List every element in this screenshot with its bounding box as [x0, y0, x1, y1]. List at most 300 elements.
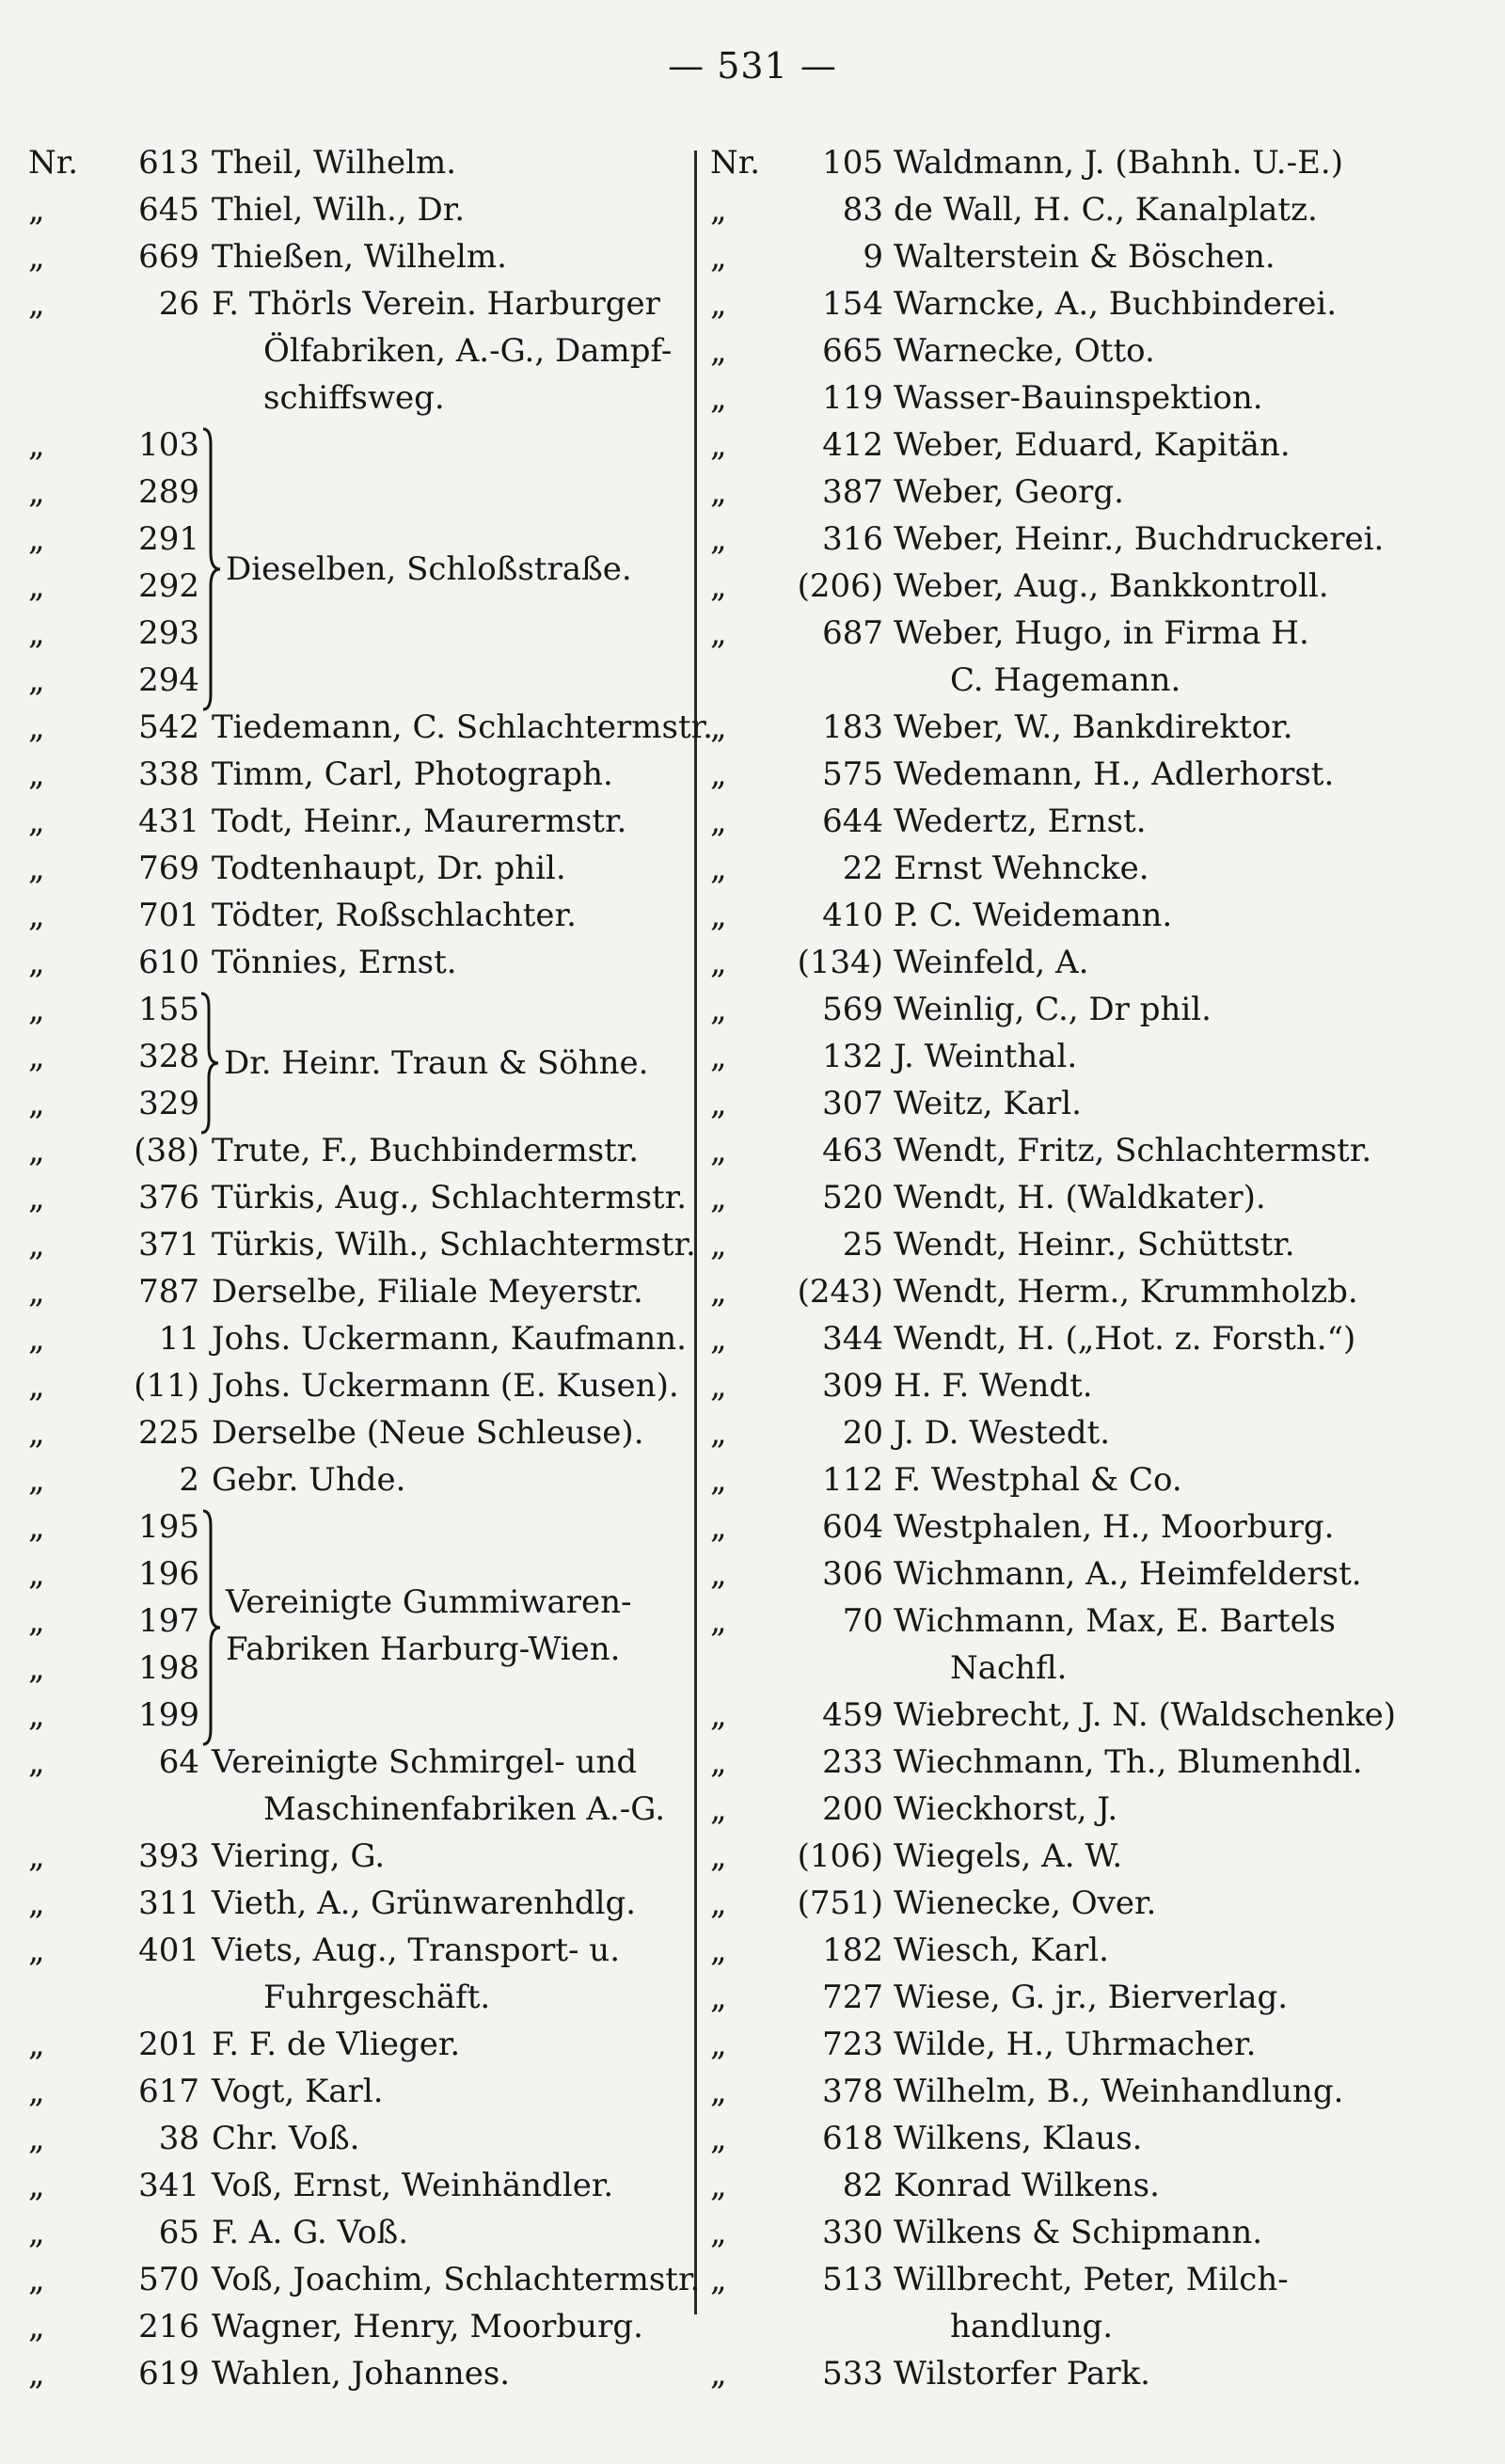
entry-number-value: 196 — [138, 1555, 199, 1593]
entry-prefix: „ — [710, 2214, 727, 2251]
entry-name: Vieth, A., Grünwarenhdlg. — [212, 1884, 637, 1922]
entry-number-value: 70 — [842, 1602, 883, 1640]
entry-prefix: „ — [28, 2261, 45, 2298]
entry-name: handlung. — [950, 2308, 1114, 2345]
entry-number — [710, 1362, 884, 1409]
entry-name: Türkis, Wilh., Schlachtermstr. — [212, 1226, 696, 1264]
entry-name: Ernst Wehncke. — [894, 850, 1149, 887]
entry-name: Willbrecht, Peter, Milch- — [894, 2261, 1289, 2298]
entry-name: Wichmann, A., Heimfelderst. — [894, 1555, 1362, 1593]
entry-number — [710, 563, 884, 610]
entry-prefix: „ — [710, 238, 727, 276]
entry-number-value: 569 — [822, 991, 883, 1028]
entry-prefix: „ — [710, 473, 727, 511]
entry-number-value: 617 — [138, 2073, 199, 2110]
entry-name: Ölfabriken, A.-G., Dampf- — [263, 332, 673, 370]
entry-prefix: „ — [28, 567, 45, 605]
entry-prefix: „ — [28, 1132, 45, 1169]
entry-number-value: 83 — [842, 191, 883, 229]
entry-number — [28, 751, 202, 798]
entry-number-value: 291 — [138, 520, 199, 558]
entry-number-value: 769 — [138, 850, 199, 887]
entry-prefix: „ — [28, 1555, 45, 1593]
entry-number — [710, 516, 884, 563]
entry-number — [710, 610, 884, 657]
entry-number — [710, 1127, 884, 1174]
entry-prefix: „ — [28, 1179, 45, 1216]
entry-number-value: 618 — [822, 2120, 883, 2157]
entry-number — [28, 2209, 202, 2256]
entry-number-value: 604 — [822, 1508, 883, 1546]
entry-prefix: „ — [710, 1884, 727, 1922]
entry-number — [710, 1692, 884, 1739]
entry-number-value: 26 — [158, 285, 199, 323]
entry-prefix: „ — [28, 285, 45, 323]
entry-prefix: „ — [28, 991, 45, 1028]
entry-prefix: „ — [28, 191, 45, 229]
entry-number-value: 787 — [138, 1273, 199, 1311]
entry-number-value: 306 — [822, 1555, 883, 1593]
entry-name: Warncke, A., Buchbinderei. — [894, 285, 1338, 323]
entry-number-value: (106) — [797, 1837, 883, 1875]
entry-name: Thiel, Wilh., Dr. — [212, 191, 466, 229]
entry-name: Maschinenfabriken A.-G. — [263, 1790, 666, 1828]
entry-name: Weinlig, C., Dr phil. — [894, 991, 1212, 1028]
entry-prefix: „ — [710, 520, 727, 558]
entry-number — [710, 1503, 884, 1550]
entry-number-value: 105 — [822, 144, 883, 182]
entry-number-value: (243) — [797, 1273, 883, 1311]
entry-number-value: 112 — [822, 1461, 883, 1499]
entry-number — [28, 2115, 202, 2162]
entry-name: Todtenhaupt, Dr. phil. — [212, 850, 566, 887]
entry-number — [28, 1598, 202, 1645]
entry-number-value: 431 — [138, 803, 199, 840]
entry-name: Tiedemann, C. Schlachtermstr. — [212, 708, 713, 746]
entry-number-value: 393 — [138, 1837, 199, 1875]
entry-name: Gebr. Uhde. — [212, 1461, 406, 1499]
entry-number — [28, 657, 202, 704]
entry-number — [28, 1739, 202, 1786]
entry-number — [28, 1033, 202, 1080]
entry-number — [28, 2068, 202, 2115]
entry-prefix: „ — [28, 2308, 45, 2345]
entry-number-value: 20 — [842, 1414, 883, 1452]
entry-prefix: „ — [710, 426, 727, 464]
entry-number-value: 154 — [822, 285, 883, 323]
entry-name: F. Westphal & Co. — [894, 1461, 1182, 1499]
entry-name: Weber, Aug., Bankkontroll. — [894, 567, 1329, 605]
entry-number-value: 155 — [138, 991, 199, 1028]
entry-name: Wilkens, Klaus. — [894, 2120, 1143, 2157]
entry-number — [28, 845, 202, 892]
entry-name: Vogt, Karl. — [212, 2073, 384, 2110]
entry-number-value: (134) — [797, 944, 883, 981]
entry-number — [28, 704, 202, 751]
entry-number — [710, 1174, 884, 1221]
entry-number-value: 513 — [822, 2261, 883, 2298]
group-name-dieselben: Dieselben, Schloßstraße. — [226, 550, 632, 588]
entry-number — [28, 798, 202, 845]
entry-number — [28, 1927, 202, 1974]
entry-number-value: 371 — [138, 1226, 199, 1264]
entry-prefix: „ — [710, 803, 727, 840]
entry-name: Thießen, Wilhelm. — [212, 238, 507, 276]
entry-number — [28, 1174, 202, 1221]
entry-number — [28, 1645, 202, 1692]
entry-name: Türkis, Aug., Schlachtermstr. — [212, 1179, 688, 1216]
entry-name: Wasser-Bauinspektion. — [894, 379, 1263, 417]
entry-prefix: „ — [28, 1602, 45, 1640]
entry-name: H. F. Wendt. — [894, 1367, 1093, 1405]
entry-number-value: (751) — [797, 1884, 883, 1922]
entry-number — [28, 1503, 202, 1550]
entry-number — [710, 2303, 884, 2350]
entry-name: Konrad Wilkens. — [894, 2167, 1160, 2204]
entry-number-value: 201 — [138, 2026, 199, 2063]
entry-number — [710, 1550, 884, 1598]
entry-name: Nachfl. — [950, 1649, 1068, 1687]
entry-prefix: „ — [710, 1931, 727, 1969]
entry-number — [28, 1974, 202, 2021]
entry-number-value: (206) — [797, 567, 883, 605]
entry-number-value: 459 — [822, 1696, 883, 1734]
entry-name: Westphalen, H., Moorburg. — [894, 1508, 1335, 1546]
entry-name: Wendt, Fritz, Schlachtermstr. — [894, 1132, 1372, 1169]
entry-prefix: „ — [710, 991, 727, 1028]
entry-number-value: 463 — [822, 1132, 883, 1169]
entry-number-value: 412 — [822, 426, 883, 464]
entry-number — [710, 1315, 884, 1362]
entry-name: Timm, Carl, Photograph. — [212, 755, 613, 793]
entry-name: Wagner, Henry, Moorburg. — [212, 2308, 643, 2345]
entry-number — [710, 939, 884, 986]
entry-prefix: „ — [710, 1743, 727, 1781]
entry-number — [710, 1033, 884, 1080]
entry-number-value: 233 — [822, 1743, 883, 1781]
entry-name: J. D. Westedt. — [894, 1414, 1111, 1452]
entry-number — [710, 1880, 884, 1927]
entry-number — [28, 892, 202, 939]
entry-prefix: Nr. — [28, 144, 79, 182]
entry-number — [28, 186, 202, 233]
entry-prefix: „ — [28, 2073, 45, 2110]
entry-number — [28, 421, 202, 469]
entry-prefix: „ — [710, 1132, 727, 1169]
entry-prefix: „ — [28, 1461, 45, 1499]
entry-number-value: 378 — [822, 2073, 883, 2110]
entry-number-value: 410 — [822, 897, 883, 934]
entry-number-value: 195 — [138, 1508, 199, 1546]
entry-prefix: „ — [28, 1226, 45, 1264]
entry-name: de Wall, H. C., Kanalplatz. — [894, 191, 1318, 229]
entry-prefix: „ — [710, 1508, 727, 1546]
entry-number-value: 11 — [158, 1320, 199, 1358]
entry-prefix: „ — [710, 1790, 727, 1828]
entry-number-value: 665 — [822, 332, 883, 370]
entry-number-value: 723 — [822, 2026, 883, 2063]
entry-number — [710, 1456, 884, 1503]
entry-name: Walterstein & Böschen. — [894, 238, 1275, 276]
entry-number-value: 575 — [822, 755, 883, 793]
entry-name: Wilde, H., Uhrmacher. — [894, 2026, 1257, 2063]
entry-number — [28, 610, 202, 657]
entry-number — [710, 139, 884, 186]
entry-name: Wilhelm, B., Weinhandlung. — [894, 2073, 1344, 2110]
entry-number — [710, 469, 884, 516]
entry-prefix: „ — [710, 1696, 727, 1734]
entry-prefix: „ — [28, 1931, 45, 1969]
entry-prefix: „ — [710, 567, 727, 605]
entry-prefix: „ — [710, 944, 727, 981]
entry-name: Wendt, H. („Hot. z. Forsth.“) — [894, 1320, 1356, 1358]
entry-number-value: 182 — [822, 1931, 883, 1969]
entry-number — [28, 1127, 202, 1174]
entry-name: Wilkens & Schipmann. — [894, 2214, 1263, 2251]
entry-name: Wendt, Heinr., Schüttstr. — [894, 1226, 1295, 1264]
group-name-gummiwaren-2: Fabriken Harburg-Wien. — [226, 1630, 621, 1668]
page-number: — 531 — — [668, 45, 837, 87]
entry-name: Wedemann, H., Adlerhorst. — [894, 755, 1335, 793]
entry-number — [28, 1409, 202, 1456]
entry-name: schiffsweg. — [263, 379, 445, 417]
entry-name: Weinfeld, A. — [894, 944, 1089, 981]
entry-number — [710, 892, 884, 939]
entry-prefix: „ — [28, 1508, 45, 1546]
entry-number-value: 533 — [822, 2355, 883, 2392]
entry-number — [710, 1409, 884, 1456]
entry-number-value: 328 — [138, 1038, 199, 1075]
entry-prefix: „ — [710, 850, 727, 887]
entry-prefix: „ — [710, 379, 727, 417]
entry-number-value: 307 — [822, 1085, 883, 1122]
entry-number — [710, 751, 884, 798]
entry-number-value: 65 — [158, 2214, 199, 2251]
entry-number — [710, 374, 884, 421]
entry-prefix: „ — [710, 2073, 727, 2110]
entry-number-value: 542 — [138, 708, 199, 746]
entry-name: Wiebrecht, J. N. (Waldschenke) — [894, 1696, 1397, 1734]
entry-prefix: „ — [710, 897, 727, 934]
entry-prefix: „ — [28, 1273, 45, 1311]
entry-number-value: 330 — [822, 2214, 883, 2251]
entry-name: Vereinigte Schmirgel- und — [212, 1743, 638, 1781]
entry-prefix: „ — [28, 755, 45, 793]
entry-number — [710, 421, 884, 469]
entry-prefix: „ — [28, 1649, 45, 1687]
entry-prefix: „ — [28, 2026, 45, 2063]
entry-name: Wiese, G. jr., Bierverlag. — [894, 1979, 1289, 2016]
entry-number-value: 200 — [822, 1790, 883, 1828]
entry-number — [28, 1880, 202, 1927]
entry-name: Johs. Uckermann (E. Kusen). — [212, 1367, 679, 1405]
entry-number-value: 198 — [138, 1649, 199, 1687]
brace-dieselben — [199, 425, 222, 713]
entry-number-value: 309 — [822, 1367, 883, 1405]
entry-number — [710, 327, 884, 374]
entry-prefix: „ — [28, 238, 45, 276]
entry-number-value: 401 — [138, 1931, 199, 1969]
entry-number — [28, 1080, 202, 1127]
entry-number-value: 103 — [138, 426, 199, 464]
entry-prefix: „ — [710, 1320, 727, 1358]
entry-number — [710, 186, 884, 233]
entry-prefix: „ — [710, 285, 727, 323]
entry-number — [28, 1786, 202, 1833]
entry-number-value: 38 — [158, 2120, 199, 2157]
group-name-gummiwaren-1: Vereinigte Gummiwaren- — [226, 1583, 632, 1621]
entry-number-value: 644 — [822, 803, 883, 840]
entry-number — [710, 1833, 884, 1880]
entry-number — [28, 1456, 202, 1503]
entry-prefix: „ — [710, 1979, 727, 2016]
entry-name: Tödter, Roßschlachter. — [212, 897, 577, 934]
group-name-traun: Dr. Heinr. Traun & Söhne. — [224, 1044, 649, 1082]
entry-number — [710, 845, 884, 892]
entry-number-value: 2 — [179, 1461, 199, 1499]
entry-number — [710, 2350, 884, 2397]
entry-name: Chr. Voß. — [212, 2120, 360, 2157]
entry-name: Waldmann, J. (Bahnh. U.-E.) — [894, 144, 1343, 182]
entry-number — [710, 798, 884, 845]
entry-name: Derselbe (Neue Schleuse). — [212, 1414, 644, 1452]
entry-number-value: 132 — [822, 1038, 883, 1075]
entry-number — [710, 2256, 884, 2303]
entry-prefix: „ — [710, 1602, 727, 1640]
entry-number — [710, 1221, 884, 1268]
entry-prefix: „ — [28, 1414, 45, 1452]
entry-number — [710, 704, 884, 751]
brace-gummiwaren — [199, 1507, 222, 1748]
entry-prefix: „ — [710, 1367, 727, 1405]
entry-number — [710, 280, 884, 327]
entry-prefix: „ — [28, 2355, 45, 2392]
entry-number-value: 197 — [138, 1602, 199, 1640]
entry-number — [710, 2162, 884, 2209]
entry-name: Wahlen, Johannes. — [212, 2355, 511, 2392]
entry-prefix: „ — [28, 2120, 45, 2157]
entry-number-value: 292 — [138, 567, 199, 605]
entry-prefix: „ — [710, 2120, 727, 2157]
entry-prefix: „ — [710, 708, 727, 746]
entry-name: Voß, Joachim, Schlachtermstr. — [212, 2261, 701, 2298]
entry-prefix: „ — [710, 2026, 727, 2063]
entry-name: F. Thörls Verein. Harburger — [212, 285, 660, 323]
entry-prefix: „ — [28, 897, 45, 934]
entry-number-value: 338 — [138, 755, 199, 793]
entry-number — [710, 1080, 884, 1127]
entry-prefix: „ — [28, 850, 45, 887]
entry-name: Wiegels, A. W. — [894, 1837, 1123, 1875]
entry-number-value: 119 — [822, 379, 883, 417]
entry-prefix: „ — [28, 661, 45, 699]
entry-prefix: „ — [710, 1461, 727, 1499]
entry-number-value: 82 — [842, 2167, 883, 2204]
entry-prefix: „ — [28, 2167, 45, 2204]
entry-number-value: 225 — [138, 1414, 199, 1452]
entry-name: J. Weinthal. — [894, 1038, 1078, 1075]
entry-number-value: 289 — [138, 473, 199, 511]
entry-number — [710, 986, 884, 1033]
entry-name: Fuhrgeschäft. — [263, 1979, 491, 2016]
entry-number-value: 64 — [158, 1743, 199, 1781]
entry-number — [28, 2021, 202, 2068]
entry-number-value: 294 — [138, 661, 199, 699]
entry-number — [710, 2021, 884, 2068]
entry-number — [28, 1833, 202, 1880]
entry-number-value: 329 — [138, 1085, 199, 1122]
entry-number-value: 687 — [822, 614, 883, 652]
entry-number — [28, 2162, 202, 2209]
entry-name: Wiechmann, Th., Blumenhdl. — [894, 1743, 1363, 1781]
entry-name: Trute, F., Buchbindermstr. — [212, 1132, 640, 1169]
entry-name: Wendt, Herm., Krummholzb. — [894, 1273, 1358, 1311]
entry-number — [710, 1645, 884, 1692]
entry-number — [28, 280, 202, 327]
entry-prefix: „ — [710, 1179, 727, 1216]
entry-number — [28, 986, 202, 1033]
entry-name: Wieckhorst, J. — [894, 1790, 1118, 1828]
entry-number — [28, 139, 202, 186]
entry-number-value: 570 — [138, 2261, 199, 2298]
entry-number-value: 25 — [842, 1226, 883, 1264]
entry-prefix: „ — [28, 426, 45, 464]
entry-prefix: „ — [710, 1038, 727, 1075]
entry-prefix: „ — [28, 1837, 45, 1875]
entry-number-value: 613 — [138, 144, 199, 182]
entry-prefix: Nr. — [710, 144, 761, 182]
entry-number-value: 701 — [138, 897, 199, 934]
entry-name: Weitz, Karl. — [894, 1085, 1082, 1122]
entry-name: Tönnies, Ernst. — [212, 944, 457, 981]
entry-name: Weber, Eduard, Kapitän. — [894, 426, 1291, 464]
entry-number-value: (11) — [134, 1367, 199, 1405]
entry-prefix: „ — [710, 1555, 727, 1593]
entry-number — [28, 1315, 202, 1362]
entry-name: Wendt, H. (Waldkater). — [894, 1179, 1266, 1216]
entry-prefix: „ — [710, 1085, 727, 1122]
entry-prefix: „ — [710, 2261, 727, 2298]
entry-prefix: „ — [710, 614, 727, 652]
entry-number-value: 619 — [138, 2355, 199, 2392]
entry-prefix: „ — [710, 2167, 727, 2204]
entry-prefix: „ — [710, 191, 727, 229]
entry-prefix: „ — [28, 1743, 45, 1781]
entry-number — [28, 1692, 202, 1739]
entry-number — [710, 2068, 884, 2115]
entry-number — [28, 374, 202, 421]
entry-number-value: 311 — [138, 1884, 199, 1922]
entry-name: Wiesch, Karl. — [894, 1931, 1109, 1969]
entry-number — [710, 1974, 884, 2021]
entry-name: P. C. Weidemann. — [894, 897, 1173, 934]
entry-name: Wedertz, Ernst. — [894, 803, 1147, 840]
entry-number — [710, 2209, 884, 2256]
entry-name: Wilstorfer Park. — [894, 2355, 1150, 2392]
entry-name: Weber, Hugo, in Firma H. — [894, 614, 1309, 652]
entry-number — [28, 2303, 202, 2350]
entry-number — [710, 657, 884, 704]
entry-prefix: „ — [710, 755, 727, 793]
entry-number-value: 316 — [822, 520, 883, 558]
entry-name: F. F. de Vlieger. — [212, 2026, 461, 2063]
entry-name: Wienecke, Over. — [894, 1884, 1157, 1922]
entry-name: Voß, Ernst, Weinhändler. — [212, 2167, 614, 2204]
entry-number — [28, 1268, 202, 1315]
entry-number — [710, 1927, 884, 1974]
entry-number — [28, 327, 202, 374]
entry-name: Viets, Aug., Transport- u. — [212, 1931, 621, 1969]
